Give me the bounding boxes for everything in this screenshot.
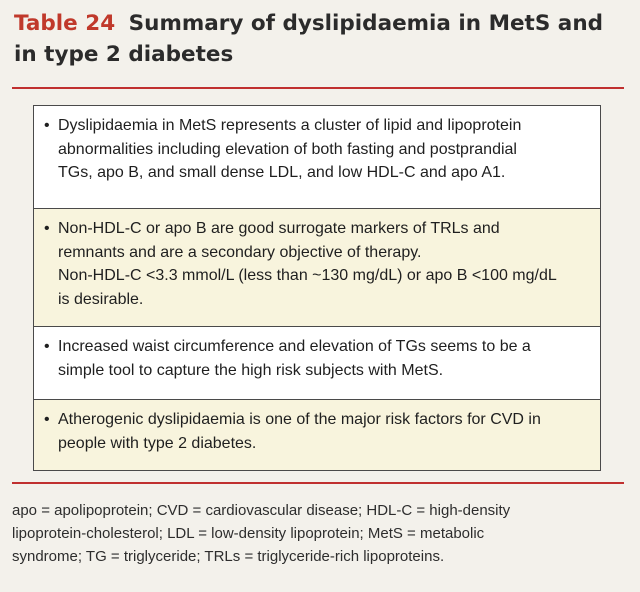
summary-table xyxy=(33,105,601,471)
footnote-line: lipoprotein-cholesterol; LDL = low-density lipoprotein; MetS = metabolic xyxy=(12,525,485,542)
row-line: people with type 2 diabetes. xyxy=(58,434,257,452)
bullet: • xyxy=(44,338,50,355)
footnote-line: apo = apolipoprotein; CVD = cardiovascular disease; HDL-C = high-density xyxy=(12,502,511,519)
bullet: • xyxy=(44,220,50,237)
bottom-rule xyxy=(12,482,624,484)
row-line: TGs, apo B, and small dense LDL, and low HDL-C and apo A1. xyxy=(58,164,506,181)
table-row xyxy=(34,400,600,470)
bullet: • xyxy=(44,117,50,134)
row-text: Increased waist circumference and elevation of TGs seems to be a xyxy=(58,338,531,355)
table-row xyxy=(34,327,600,400)
footnote-line: syndrome; TG = triglyceride; TRLs = triglyceride-rich lipoproteins. xyxy=(12,548,445,565)
row-line: remnants and are a secondary objective of therapy. xyxy=(58,243,422,261)
row-line: is desirable. xyxy=(58,290,144,308)
bullet: • xyxy=(44,411,50,428)
row-line xyxy=(44,217,590,241)
row-text: Atherogenic dyslipidaemia is one of the major risk factors for CVD in xyxy=(58,411,541,428)
table-title-text: Summary of dyslipidaemia in MetS and in type 2 diabetes xyxy=(14,11,604,67)
row-line xyxy=(44,335,590,359)
row-text: Non-HDL-C or apo B are good surrogate markers of TRLs and xyxy=(58,220,500,237)
row-line xyxy=(44,114,590,138)
row-text: Dyslipidaemia in MetS represents a cluster of lipid and lipoprotein xyxy=(58,117,522,134)
table-label: Table 24 xyxy=(14,11,116,36)
row-line: Non-HDL-C <3.3 mmol/L (less than ~130 mg/dL) or apo B <100 mg/dL xyxy=(58,267,557,284)
table-row xyxy=(34,106,600,209)
row-line: abnormalities including elevation of both fasting and postprandial xyxy=(58,140,517,158)
top-rule xyxy=(12,87,624,89)
table-row xyxy=(34,209,600,327)
table-footnote xyxy=(12,499,627,568)
row-line xyxy=(44,408,590,432)
table-title xyxy=(14,8,629,70)
row-line: simple tool to capture the high risk subjects with MetS. xyxy=(58,361,444,379)
